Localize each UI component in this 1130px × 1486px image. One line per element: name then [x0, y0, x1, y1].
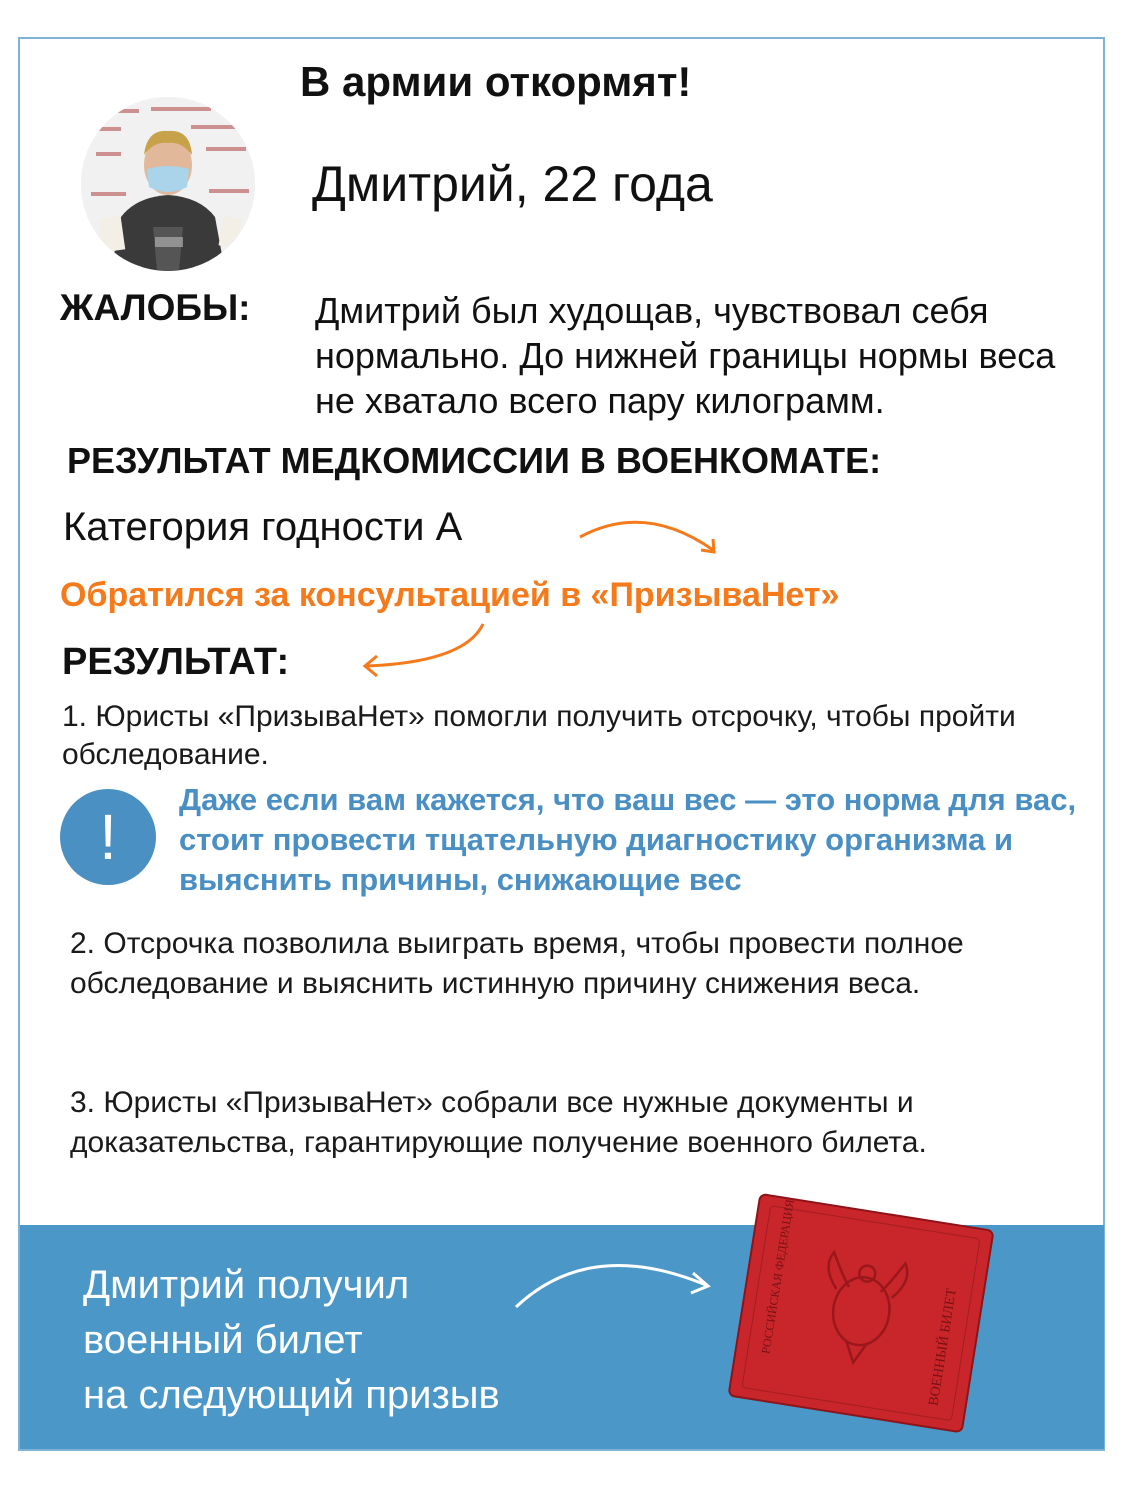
page-title: В армии откормят! — [300, 58, 692, 105]
arrow-to-passport-icon — [510, 1245, 720, 1315]
fitness-category: Категория годности А — [63, 505, 463, 549]
complaints-text: Дмитрий был худощав, чувствовал себя нормально. До нижней границы нормы веса не хватало всего пару килограмм. — [315, 290, 1056, 421]
arrow-to-result-icon — [355, 620, 495, 680]
complaints-label: ЖАЛОБЫ: — [60, 287, 251, 328]
outcome-line: военный билет — [83, 1318, 363, 1362]
result-item-1: 1. Юристы «ПризываНет» помогли получить отсрочку, чтобы пройти обследование. — [62, 700, 1016, 771]
military-id-booklet — [715, 1193, 1005, 1433]
exclamation-icon: ! — [60, 789, 156, 885]
result-item-2: 2. Отсрочка позволила выиграть время, чтобы провести полное обследование и выяснить истинную причину снижения веса. — [70, 927, 964, 1000]
passport-top-text: РОССИЙСКАЯ ФЕДЕРАЦИЯ — [758, 1198, 797, 1355]
outcome-line: Дмитрий получил — [83, 1263, 410, 1307]
commission-heading: РЕЗУЛЬТАТ МЕДКОМИССИИ В ВОЕНКОМАТЕ: — [67, 440, 882, 481]
result-item-3: 3. Юристы «ПризываНет» собрали все нужные документы и доказательства, гарантирующие получение военного билета. — [70, 1086, 927, 1159]
avatar-photo — [81, 97, 255, 271]
outcome-line: на следующий призыв — [83, 1373, 500, 1417]
result-label: РЕЗУЛЬТАТ: — [62, 641, 290, 683]
passport-bottom-text: ВОЕННЫЙ БИЛЕТ — [926, 1287, 960, 1407]
arrow-to-consultation-icon — [575, 512, 735, 562]
person-name-age: Дмитрий, 22 года — [312, 156, 713, 212]
warning-text: Даже если вам кажется, что ваш вес — это норма для вас, стоит провести тщательную диагностику организма и выяснить причины, снижающие вес — [179, 782, 1077, 897]
consultation-text: Обратился за консультацией в «ПризываНет» — [60, 576, 840, 614]
